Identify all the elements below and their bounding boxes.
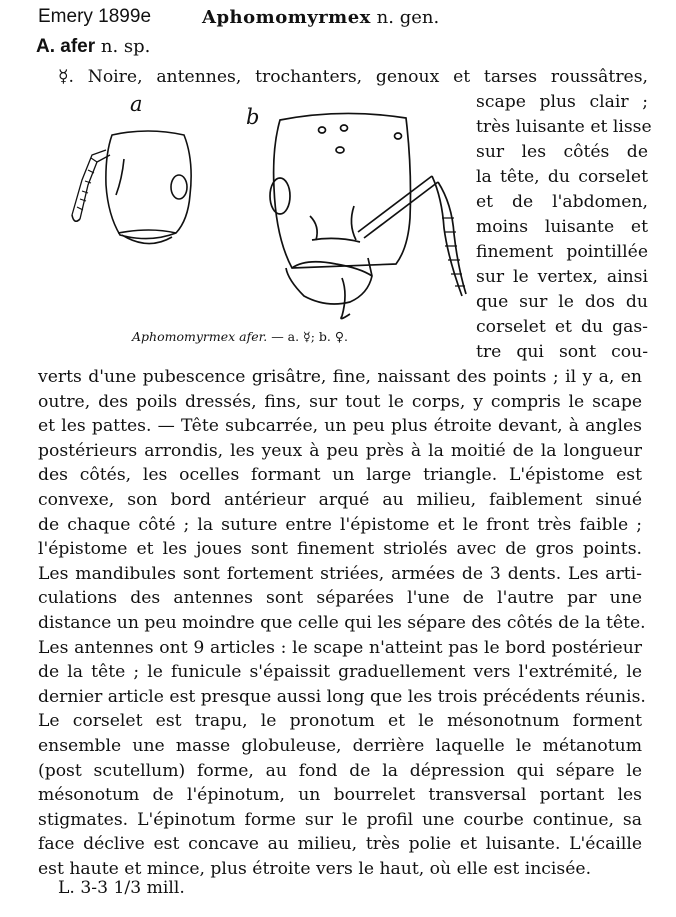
caption-rest: — a. ☿; b. ♀. — [271, 329, 348, 344]
text-line: distance un peu moindre que celle qui les sépare des côtés de la tête. — [38, 613, 646, 633]
text-line: ensemble une masse globuleuse, derrière laquelle le métanotum — [38, 736, 642, 756]
text-line: moins luisante et — [476, 217, 648, 237]
text-line: face déclive est concave au milieu, très polie et luisante. L'écaille — [38, 834, 642, 855]
text-line: Les mandibules sont fortement striées, armées de 3 dents. Les arti- — [38, 563, 642, 584]
figure-label-b: b — [246, 105, 260, 129]
text-line: Le corselet est trapu, le pronotum et le mésonotnum forment — [38, 711, 642, 732]
text-line: tre qui sont cou- — [476, 342, 648, 362]
reference-citation: Emery 1899e — [38, 6, 152, 27]
text-line: ☿. Noire, antennes, trochanters, genoux et tarses roussâtres, — [58, 67, 648, 87]
text-line: de la tête ; le funicule s'épaissit graduellement vers l'extrémité, le — [38, 662, 642, 683]
text-line: des côtés, les ocelles formant un large triangle. L'épistome est — [38, 465, 642, 486]
text-line: verts d'une pubescence grisâtre, fine, naissant des points ; il y a, en — [38, 367, 642, 387]
figure-caption — [132, 329, 348, 344]
text-line: outre, des poils dressés, fins, sur tout le corps, y compris le scape — [38, 391, 642, 412]
species-note: n. sp. — [100, 36, 151, 57]
text-line: et de l'abdomen, — [476, 192, 648, 212]
text-line: convexe, son bord antérieur arqué au milieu, faiblement sinué — [38, 490, 642, 510]
figure-b-female-head — [262, 108, 472, 328]
text-line: sur les côtés de — [476, 142, 648, 162]
caption-name: Aphomomyrmex afer. — [132, 329, 268, 344]
size-line: L. 3-3 1/3 mill. — [58, 878, 185, 898]
text-line: culations des antennes sont séparées l'une de l'autre par une — [38, 588, 642, 609]
text-line: postérieurs arrondis, les yeux à peu près à la moitié de la longueur — [38, 440, 642, 461]
text-line: très luisante et lisse — [476, 117, 652, 137]
text-line: corselet et du gas- — [476, 317, 648, 337]
text-line: et les pattes. — Tête subcarrée, un peu plus étroite devant, à angles — [38, 416, 642, 437]
text-line: dernier article est presque aussi long que les trois précédents réunis. — [38, 686, 646, 707]
species-name: A. afer — [36, 36, 96, 57]
text-line: de chaque côté ; la suture entre l'épistome et le front très faible ; — [38, 514, 642, 535]
genus-name: Aphomomyrmex — [202, 7, 371, 28]
text-line: la tête, du corselet — [476, 167, 648, 187]
text-line: l'épistome et les joues sont finement striolés avec de gros points. — [38, 539, 642, 560]
text-line: Les antennes ont 9 articles : le scape n'atteint pas le bord postérieur — [38, 637, 642, 658]
text-line: stigmates. L'épinotum forme sur le profil une courbe continue, sa — [38, 809, 642, 830]
text-line: que sur le dos du — [476, 292, 648, 312]
species-heading — [36, 36, 150, 58]
genus-note: n. gen. — [376, 7, 440, 28]
text-line: mésonotum de l'épinotum, un bourrelet transversal portant les — [38, 785, 642, 806]
text-line: finement pointillée — [476, 242, 648, 262]
text-line: sur le vertex, ainsi — [476, 267, 648, 287]
text-line: (post scutellum) forme, au fond de la dépression qui sépare le — [38, 760, 642, 781]
text-line: scape plus clair ; — [476, 92, 648, 112]
genus-heading — [202, 7, 439, 28]
text-line: est haute et mince, plus étroite vers le haut, où elle est incisée. — [38, 859, 592, 879]
figure-label-a: a — [130, 92, 143, 116]
figure-a-worker-head — [60, 115, 210, 265]
